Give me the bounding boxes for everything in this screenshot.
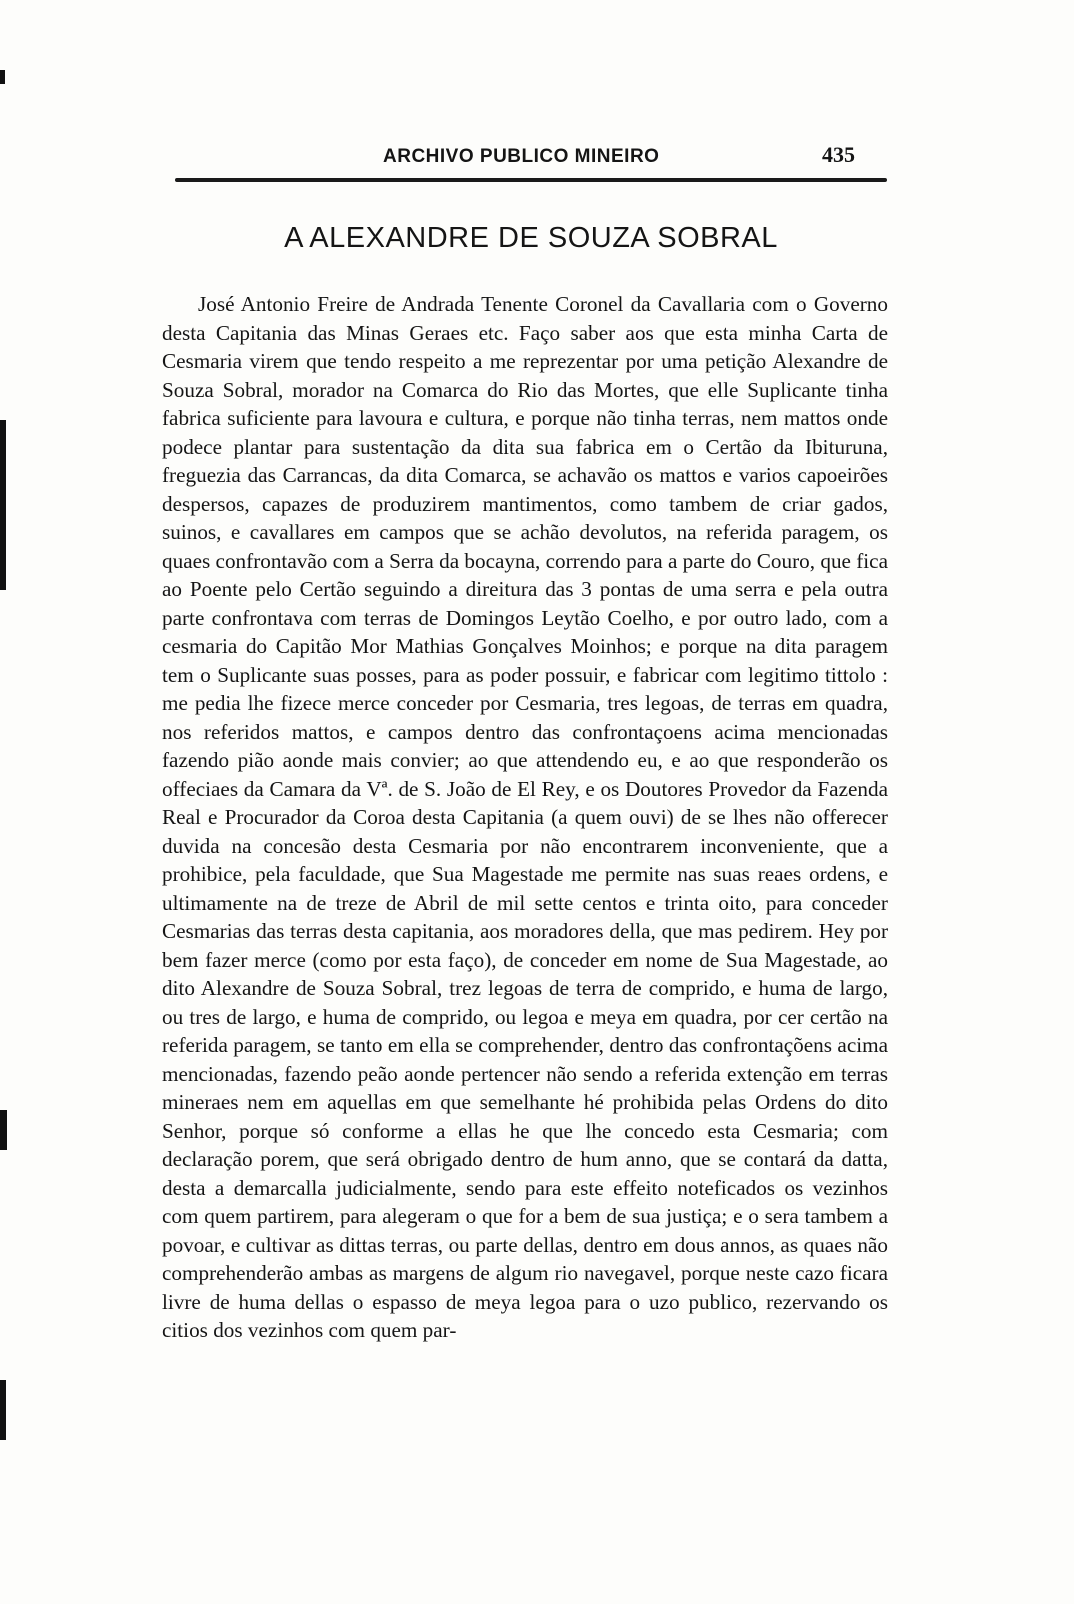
binding-edge-mark bbox=[0, 420, 6, 590]
running-header bbox=[175, 142, 885, 172]
page-number: 435 bbox=[822, 142, 855, 167]
header-rule bbox=[175, 178, 887, 182]
running-title: ARCHIVO PUBLICO MINEIRO bbox=[383, 146, 660, 167]
binding-edge-mark bbox=[0, 1380, 6, 1440]
document-body: José Antonio Freire de Andrada Tenente Coronel da Cavallaria com o Governo desta Capitania das Minas Geraes etc. Faço saber aos que esta minha Carta de Cesmaria virem que tendo respeito a me reprezentar por uma petição Alexandre de Souza Sobral, morador na Comarca do Rio das Mortes, que elle Suplicante tinha fabrica suficiente para lavoura e cultura, e porque não tinha terras, nem mattos onde podece plantar para sustentação da dita sua fabrica em o Certão da Ibituruna, freguezia das Carrancas, da dita Comarca, se achavão os mattos e varios capoeirões despersos, capazes de produzirem mantimentos, como tambem de criar gados, suinos, e cavallares em campos que se achão devolutos, na referida paragem, os quaes confrontavão com a Serra da bocayna, correndo para a parte do Couro, que fica ao Poente pelo Certão seguindo a direitura das 3 pontas de uma serra e pela outra parte confrontava com terras de Domingos Leytão Coelho, e por outro lado, com a cesmaria do Capitão Mor Mathias Gonçalves Moinhos; e porque na dita paragem tem o Suplicante suas posses, para as poder possuir, e fabricar com legitimo tittolo : me pedia lhe fizece merce conceder por Cesmaria, tres legoas, de terras em quadra, nos referidos mattos, e campos dentro das confrontaçoens acima mencionadas fazendo pião aonde mais convier; ao que attendendo eu, e ao que responderão os offeciaes da Camara da Vª. de S. João de El Rey, e os Doutores Provedor da Fazenda Real e Procurador da Coroa desta Capitania (a quem ouvi) de se lhes não offerecer duvida na concesão desta Cesmaria por não encontrarem inconveniente, que a prohibice, pela faculdade, que Sua Magestade me permite nas suas reaes ordens, e ultimamente na de treze de Abril de mil sette centos e trinta oito, para conceder Cesmarias das terras desta capitania, aos moradores della, que mas pedirem. Hey por bem fazer merce (como por esta faço), de conceder em nome de Sua Magestade, ao dito Alexandre de Souza Sobral, trez legoas de terra de comprido, e huma de largo, ou tres de largo, e huma de comprido, ou legoa e meya em quadra, por cer certão na referida paragem, se tanto em ella se comprehender, dentro das confrontaçõens acima mencionadas, fazendo peão aonde pertencer não sendo a referida extenção em terras mineraes nem em aquellas em que semelhante hé prohibida pelas Ordens do dito Senhor, porque só conforme a ellas he que lhe concedo esta Cesmaria; com declaração porem, que será obrigado dentro de hum anno, que se contará da datta, desta a demarcalla judicialmente, sendo para este effeito noteficados os vezinhos com quem partirem, para alegeram o que for a bem de sua justiça; e o sera tambem a povoar, e cultivar as dittas terras, ou parte dellas, dentro em dous annos, as quaes não comprehenderão ambas as margens de algum rio navegavel, porque neste cazo ficara livre de huma dellas o espasso de meya legoa para o uzo publico, rezervando os citios dos vezinhos com quem par- bbox=[162, 292, 888, 1342]
document-title: A ALEXANDRE DE SOUZA SOBRAL bbox=[284, 222, 778, 254]
binding-edge-mark bbox=[0, 1110, 7, 1150]
binding-edge-mark bbox=[0, 70, 5, 84]
